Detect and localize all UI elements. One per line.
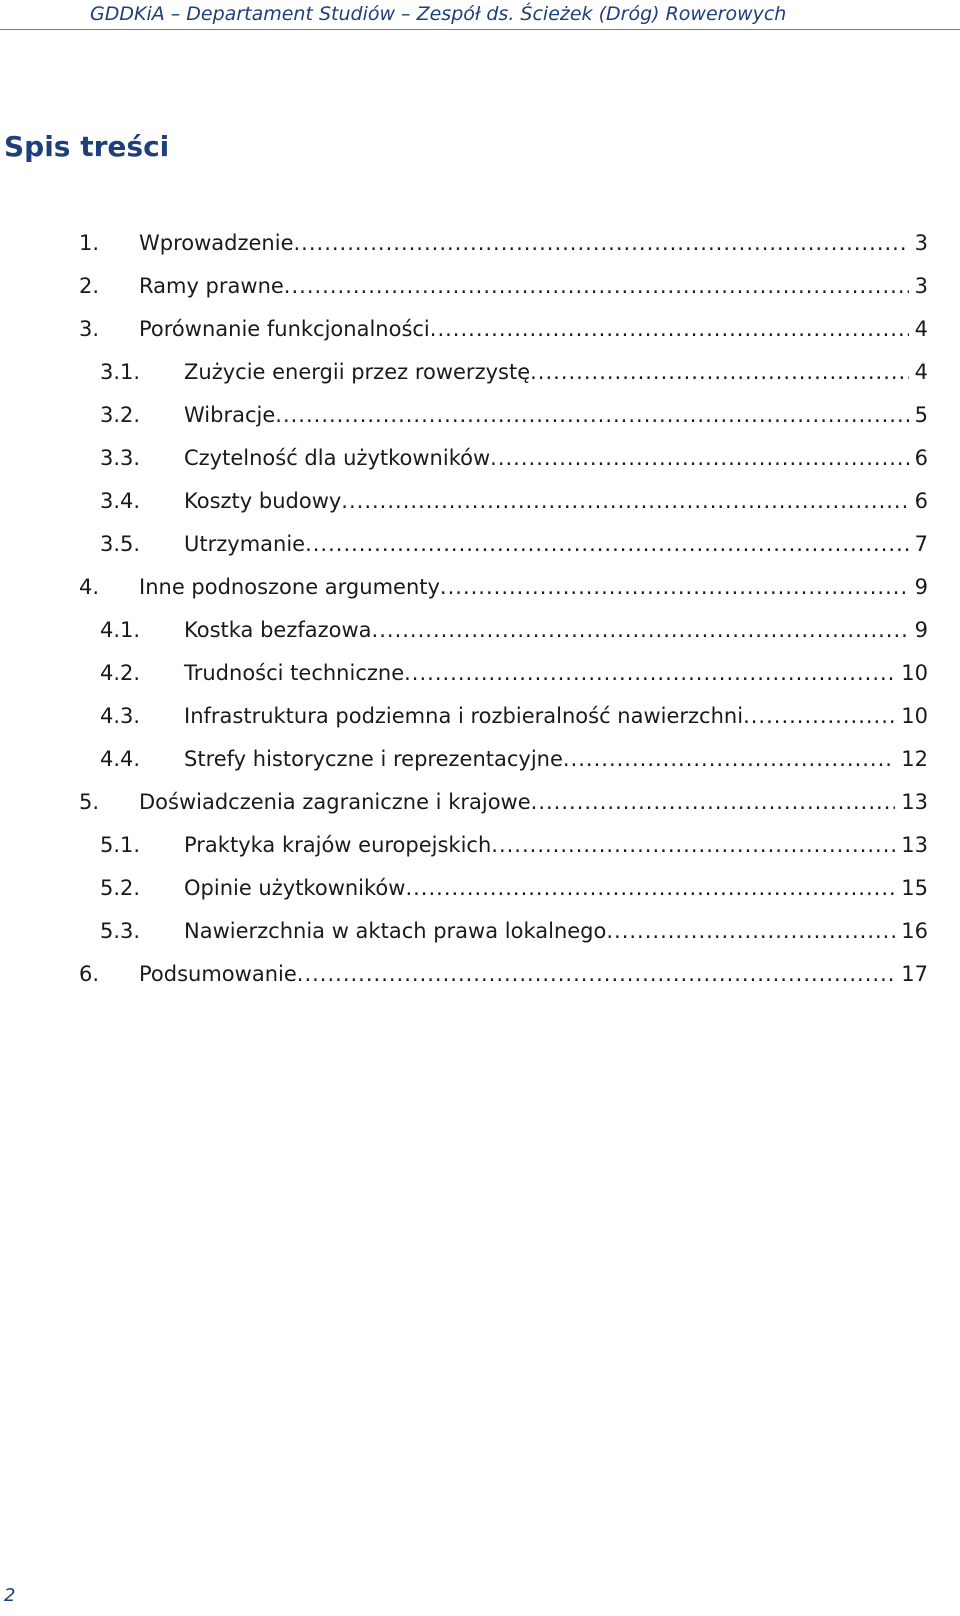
toc-entry-page: 3 (914, 274, 928, 298)
toc-entry-page: 10 (901, 704, 928, 728)
toc-dot-leader (341, 486, 908, 516)
toc-entry-page: 13 (901, 790, 928, 814)
toc-entry-number: 4.3. (100, 704, 141, 728)
toc-entry-title: Czytelność dla użytkowników (184, 443, 490, 473)
toc-entry[interactable] (0, 787, 960, 830)
toc-heading: Spis treści (4, 130, 170, 163)
toc-entry-page: 16 (901, 919, 928, 943)
toc-entry-number: 4.2. (100, 661, 141, 685)
toc-entry-title: Opinie użytkowników (184, 873, 405, 903)
toc-entry-number: 3.1. (100, 360, 141, 384)
toc-entry-line (184, 701, 928, 731)
toc-entry-title: Zużycie energii przez rowerzystę (184, 357, 530, 387)
toc-entry-line (139, 959, 928, 989)
toc-dot-leader (275, 400, 908, 430)
toc-entry-number: 3. (79, 317, 100, 341)
toc-entry-title: Nawierzchnia w aktach prawa lokalnego (184, 916, 606, 946)
toc-entry-line (139, 787, 928, 817)
toc-dot-leader (404, 658, 895, 688)
toc-dot-leader (405, 873, 895, 903)
toc-entry-number: 5.1. (100, 833, 141, 857)
toc-entry[interactable] (0, 357, 960, 400)
toc-entry-number: 5.2. (100, 876, 141, 900)
toc-entry-number: 3.2. (100, 403, 141, 427)
running-header (0, 0, 960, 30)
toc-dot-leader (606, 916, 895, 946)
toc-dot-leader (531, 787, 896, 817)
toc-entry-number: 5. (79, 790, 100, 814)
toc-entry-page: 12 (901, 747, 928, 771)
toc-entry-title: Inne podnoszone argumenty (139, 572, 440, 602)
toc-entry-line (184, 529, 928, 559)
toc-dot-leader (491, 830, 895, 860)
toc-dot-leader (743, 701, 895, 731)
toc-entry-title: Doświadczenia zagraniczne i krajowe (139, 787, 531, 817)
toc-entry-line (184, 744, 928, 774)
toc-entry-line (139, 314, 928, 344)
toc-entry-line (184, 916, 928, 946)
toc-entry-line (184, 615, 928, 645)
toc-entry-page: 13 (901, 833, 928, 857)
toc-dot-leader (294, 228, 909, 258)
toc-entry[interactable] (0, 314, 960, 357)
toc-dot-leader (372, 615, 909, 645)
toc-entry[interactable] (0, 916, 960, 959)
toc-entry-line (184, 658, 928, 688)
toc-entry[interactable] (0, 615, 960, 658)
toc-entry-page: 15 (901, 876, 928, 900)
toc-entry[interactable] (0, 744, 960, 787)
toc-entry-page: 6 (914, 489, 928, 513)
toc-entry-number: 1. (79, 231, 100, 255)
toc-dot-leader (297, 959, 896, 989)
toc-entry-title: Ramy prawne (139, 271, 284, 301)
toc-list (0, 228, 960, 1002)
toc-entry-line (139, 572, 928, 602)
toc-entry[interactable] (0, 701, 960, 744)
toc-entry[interactable] (0, 400, 960, 443)
toc-entry-line (184, 443, 928, 473)
toc-entry-line (139, 228, 928, 258)
toc-entry-number: 4. (79, 575, 100, 599)
toc-dot-leader (490, 443, 908, 473)
toc-entry-title: Porównanie funkcjonalności (139, 314, 430, 344)
toc-entry[interactable] (0, 873, 960, 916)
toc-entry-number: 4.1. (100, 618, 141, 642)
toc-entry-number: 3.5. (100, 532, 141, 556)
toc-entry[interactable] (0, 228, 960, 271)
toc-entry-page: 6 (914, 446, 928, 470)
toc-entry-line (139, 271, 928, 301)
toc-entry-page: 5 (914, 403, 928, 427)
toc-entry-number: 6. (79, 962, 100, 986)
toc-entry-title: Infrastruktura podziemna i rozbieralność nawierzchni (184, 701, 743, 731)
toc-entry-title: Koszty budowy (184, 486, 341, 516)
toc-entry[interactable] (0, 529, 960, 572)
toc-entry-page: 4 (914, 317, 928, 341)
toc-entry-line (184, 486, 928, 516)
toc-entry-title: Podsumowanie (139, 959, 297, 989)
toc-entry-page: 9 (914, 575, 928, 599)
running-header-title: GDDKiA – Departament Studiów – Zespół ds. Ścieżek (Dróg) Rowerowych (90, 3, 787, 25)
toc-entry[interactable] (0, 658, 960, 701)
toc-entry-title: Kostka bezfazowa (184, 615, 372, 645)
toc-entry-line (184, 830, 928, 860)
toc-entry-line (184, 357, 928, 387)
toc-entry[interactable] (0, 486, 960, 529)
toc-entry[interactable] (0, 830, 960, 873)
toc-entry[interactable] (0, 443, 960, 486)
toc-entry-page: 9 (914, 618, 928, 642)
toc-entry-line (184, 400, 928, 430)
toc-entry-line (184, 873, 928, 903)
toc-dot-leader (430, 314, 909, 344)
toc-entry[interactable] (0, 959, 960, 1002)
toc-dot-leader (530, 357, 909, 387)
toc-entry-title: Wprowadzenie (139, 228, 294, 258)
toc-entry-number: 4.4. (100, 747, 141, 771)
toc-dot-leader (305, 529, 909, 559)
toc-entry-title: Praktyka krajów europejskich (184, 830, 491, 860)
toc-entry-title: Utrzymanie (184, 529, 305, 559)
toc-entry-number: 5.3. (100, 919, 141, 943)
toc-entry-title: Wibracje (184, 400, 275, 430)
toc-entry-number: 3.4. (100, 489, 141, 513)
toc-dot-leader (284, 271, 909, 301)
toc-entry-title: Trudności techniczne (184, 658, 404, 688)
toc-entry-page: 7 (914, 532, 928, 556)
toc-entry-number: 3.3. (100, 446, 141, 470)
page-number: 2 (4, 1585, 16, 1606)
toc-entry[interactable] (0, 572, 960, 615)
toc-entry-page: 4 (914, 360, 928, 384)
toc-entry-page: 3 (914, 231, 928, 255)
toc-dot-leader (440, 572, 909, 602)
toc-entry[interactable] (0, 271, 960, 314)
toc-entry-page: 17 (901, 962, 928, 986)
toc-entry-number: 2. (79, 274, 100, 298)
toc-entry-title: Strefy historyczne i reprezentacyjne (184, 744, 563, 774)
toc-dot-leader (563, 744, 895, 774)
toc-entry-page: 10 (901, 661, 928, 685)
